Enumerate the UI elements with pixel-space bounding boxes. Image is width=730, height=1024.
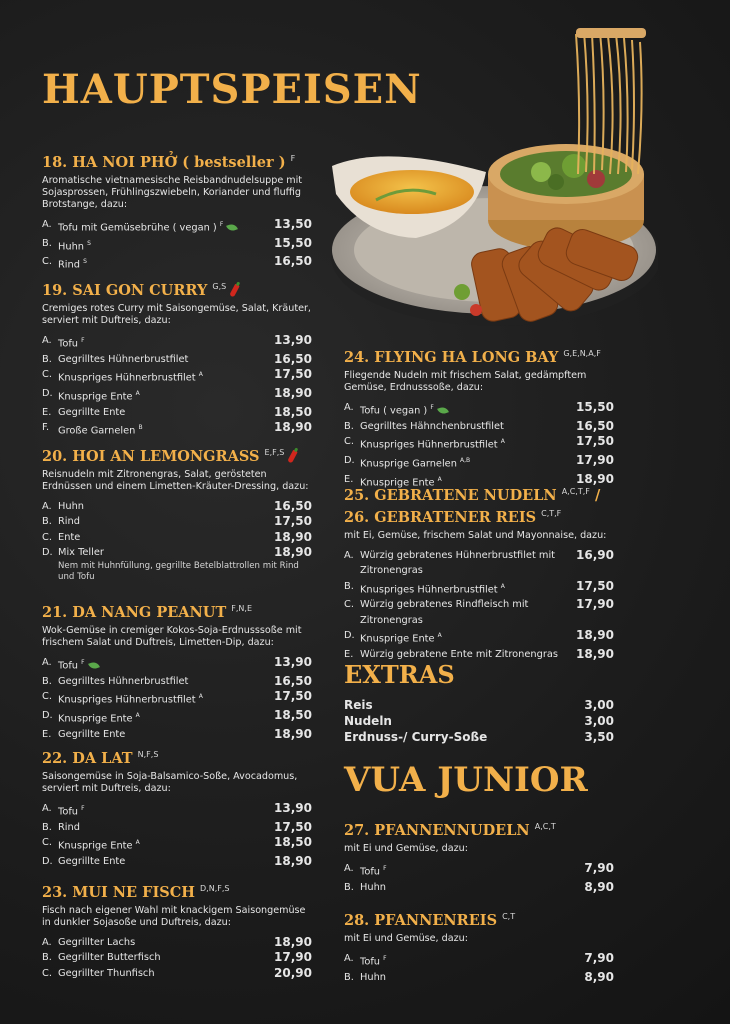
option-price: 13,50: [274, 216, 312, 231]
dish-description: Saisongemüse in Soja-Balsamico-Soße, Avocadomus, serviert mit Duftreis, dazu:: [42, 770, 298, 794]
option-name: Gegrilltes Hühnerbrustfilet: [58, 675, 189, 687]
option-list: [42, 499, 312, 583]
allergen-codes: A: [135, 389, 140, 397]
allergen-codes: A,C,T,F: [561, 487, 590, 496]
option-row: [344, 647, 614, 663]
option-letter: B.: [42, 237, 52, 249]
option-row: [344, 453, 614, 472]
option-name: Huhn $^S$: [58, 239, 91, 252]
option-price: 15,50: [274, 235, 312, 250]
dish-section: [344, 818, 614, 895]
option-letter: E.: [344, 473, 354, 485]
option-name: Tofu $^F$: [58, 336, 85, 350]
option-row: [42, 333, 312, 352]
allergen-codes: A: [437, 632, 442, 640]
option-list: [42, 935, 312, 982]
option-row: [42, 499, 312, 515]
option-name: Würzig gebratenes Rindfleisch mit Zitronengras: [360, 599, 529, 626]
dish-section: [344, 345, 614, 490]
chili-icon: [288, 450, 299, 464]
option-price: 18,90: [274, 545, 312, 560]
option-letter: B.: [344, 971, 354, 983]
option-price: 16,50: [274, 673, 312, 688]
option-letter: A.: [42, 802, 52, 814]
allergen-codes: F: [383, 954, 387, 962]
option-price: 13,90: [274, 654, 312, 669]
option-row: [42, 254, 312, 273]
option-price: 7,90: [584, 860, 614, 875]
option-price: 17,90: [274, 950, 312, 965]
vegan-leaf-icon: [437, 405, 449, 415]
option-name: Knusprige Ente $^A$: [360, 632, 442, 645]
option-name: Gegrillte Ente: [58, 855, 126, 867]
dish-title: 21. DA NANG PEANUT $^{F,N,E}$: [42, 603, 253, 621]
option-row: [42, 674, 312, 690]
option-price: 16,50: [274, 498, 312, 513]
option-name: Knusprige Ente $^A$: [58, 711, 140, 725]
option-price: 18,90: [274, 853, 312, 868]
dish-title: 18. HA NOI PHỞ ( bestseller ) $^F$: [42, 153, 296, 171]
option-name: Huhn: [360, 881, 386, 893]
option-letter: E.: [42, 728, 52, 740]
option-name: Tofu mit Gemüsebrühe ( vegan ) $^F$: [58, 217, 272, 236]
option-letter: B.: [42, 516, 52, 528]
option-row: [42, 708, 312, 727]
option-letter: A.: [42, 334, 52, 346]
option-letter: B.: [344, 420, 354, 432]
option-row: [344, 628, 614, 647]
option-price: 16,50: [274, 351, 312, 366]
allergen-codes: A: [135, 711, 140, 719]
option-price: 15,50: [576, 399, 614, 414]
option-letter: E.: [344, 649, 354, 661]
dish-description: mit Ei, Gemüse, frischem Salat und Mayonnaise, dazu:: [344, 529, 607, 541]
option-list: [42, 655, 312, 742]
option-name: Mix Teller: [58, 547, 104, 559]
allergen-codes: A: [500, 438, 505, 446]
allergen-codes: A: [198, 693, 203, 701]
option-price: 18,90: [576, 628, 614, 643]
dish-description: Aromatische vietnamesische Reisbandnudelsuppe mit Sojasprossen, Frühlingszwiebeln, Koriander und fluffig Brotstange, dazu:: [42, 174, 303, 210]
allergen-codes: D,N,F,S: [200, 884, 230, 893]
option-letter: A.: [42, 500, 52, 512]
option-row: [344, 434, 614, 453]
option-name: Knuspriges Hühnerbrustfilet $^A$: [360, 582, 505, 595]
extras-list: [344, 697, 614, 745]
option-row: [344, 400, 614, 419]
option-row: [42, 689, 312, 708]
option-letter: B.: [344, 580, 354, 592]
option-name: Große Garnelen $^B$: [58, 424, 143, 437]
allergen-codes: A: [437, 475, 442, 483]
allergen-codes: A: [135, 839, 140, 847]
allergen-codes: F: [81, 804, 85, 812]
option-letter: C.: [42, 691, 52, 703]
dish-section: [42, 150, 312, 273]
option-letter: B.: [42, 952, 52, 964]
option-row: [42, 217, 312, 236]
option-letter: F.: [42, 422, 50, 434]
allergen-codes: A,B: [460, 456, 471, 464]
option-name: Tofu $^F$: [360, 864, 387, 878]
option-name: Knuspriges Hühnerbrustfilet $^A$: [360, 438, 505, 451]
option-name: Rind: [58, 516, 80, 528]
option-name: Würzig gebratenes Hühnerbrustfilet mit Zitronengras: [360, 549, 556, 577]
dish-section: [42, 880, 312, 981]
option-name: Knuspriges Hühnerbrustfilet $^A$: [58, 693, 203, 706]
extras-row: Reis 3,00: [344, 698, 614, 712]
option-letter: C.: [42, 967, 52, 979]
allergen-codes: S: [83, 258, 87, 266]
option-row: [42, 530, 312, 546]
option-letter: D.: [344, 454, 355, 466]
option-price: 13,90: [274, 332, 312, 347]
allergen-codes: A: [500, 582, 505, 590]
option-letter: A.: [344, 549, 354, 561]
vegan-leaf-icon: [226, 222, 238, 232]
dish-section: [42, 600, 312, 742]
dish-description: Fliegende Nudeln mit frischem Salat, gedämpftem Gemüse, Erdnusssoße, dazu:: [344, 369, 587, 393]
option-price: 16,50: [576, 418, 614, 433]
option-price: 18,50: [274, 835, 312, 850]
option-letter: E.: [42, 406, 52, 418]
option-name: Gegrillter Butterfisch: [58, 952, 161, 964]
allergen-codes: A,C,T: [534, 822, 556, 831]
option-price: 17,50: [274, 819, 312, 834]
allergen-codes: G,E,N,A,F: [563, 349, 601, 358]
option-letter: C.: [42, 256, 52, 268]
option-name: Huhn: [360, 971, 386, 983]
option-letter: C.: [344, 599, 354, 611]
allergen-codes: B: [138, 424, 143, 432]
option-name: Gegrillte Ente: [58, 406, 126, 418]
allergen-codes: F,N,E: [231, 604, 253, 613]
option-row: [42, 727, 312, 743]
option-name: Huhn: [58, 500, 84, 512]
option-price: 17,50: [576, 434, 614, 449]
chili-icon: [229, 284, 240, 298]
option-letter: C.: [42, 837, 52, 849]
option-row: [42, 420, 312, 439]
option-price: 18,50: [274, 404, 312, 419]
dish-description: Wok-Gemüse in cremiger Kokos-Soja-Erdnusssoße mit frischem Salat und Duftreis, Limetten-Dip, dazu:: [42, 624, 302, 648]
option-letter: B.: [42, 675, 52, 687]
allergen-codes: C,T,F: [541, 508, 562, 518]
dish-section: [344, 908, 614, 985]
option-letter: D.: [42, 855, 53, 867]
option-name: Tofu $^F$: [360, 954, 387, 968]
allergen-codes: F: [430, 403, 434, 411]
option-price: 16,50: [274, 254, 312, 269]
option-name: Gegrillte Ente: [58, 728, 126, 740]
option-price: 18,90: [274, 726, 312, 741]
option-price: 7,90: [584, 950, 614, 965]
dish-title: 25. GEBRATENE NUDELN $^{A,C,T,F}$ /: [344, 486, 601, 504]
option-letter: D.: [42, 709, 53, 721]
option-row: [344, 861, 614, 880]
option-row: [42, 950, 312, 966]
option-list: [344, 548, 614, 663]
option-letter: D.: [42, 547, 53, 559]
option-row: [42, 386, 312, 405]
dish-section: [344, 483, 614, 663]
option-name: Tofu ( vegan ) $^F$: [360, 400, 574, 419]
option-letter: B.: [42, 353, 52, 365]
dish-title: 24. FLYING HA LONG BAY $^{G,E,N,A,F}$: [344, 348, 601, 366]
option-letter: A.: [42, 656, 52, 668]
option-row: [344, 579, 614, 598]
option-row: [42, 352, 312, 368]
option-letter: C.: [344, 436, 354, 448]
option-row: [42, 655, 312, 674]
option-name: Ente: [58, 531, 81, 543]
allergen-codes: N,F,S: [137, 750, 159, 759]
option-letter: D.: [344, 630, 355, 642]
option-list: [42, 801, 312, 870]
option-price: 18,90: [274, 934, 312, 949]
option-row: [42, 966, 312, 982]
option-list: [42, 333, 312, 439]
option-price: 18,50: [274, 707, 312, 722]
allergen-codes: F: [81, 658, 85, 666]
option-price: 17,90: [576, 597, 614, 612]
option-name: Tofu $^F$: [58, 655, 272, 674]
option-letter: A.: [344, 401, 354, 413]
dish-title: 20. HOI AN LEMONGRASS $^{E,F,S}$: [42, 444, 312, 466]
dish-title: 19. SAI GON CURRY $^{G,S}$: [42, 278, 312, 300]
option-name: Tofu $^F$: [58, 804, 85, 818]
option-letter: B.: [344, 881, 354, 893]
option-price: 17,90: [576, 452, 614, 467]
option-name: Rind: [58, 821, 80, 833]
dish-description: mit Ei und Gemüse, dazu:: [344, 842, 468, 854]
option-price: 18,90: [576, 471, 614, 486]
dish-description: Cremiges rotes Curry mit Saisongemüse, Salat, Kräuter, serviert mit Duftreis, dazu:: [42, 302, 311, 326]
option-letter: C.: [42, 531, 52, 543]
option-letter: C.: [42, 369, 52, 381]
option-price: 18,90: [274, 529, 312, 544]
dish-title: 28. PFANNENREIS $^{C,T}$: [344, 911, 516, 929]
option-row: [42, 935, 312, 951]
dish-section: [42, 746, 312, 869]
junior-title: VUA JUNIOR: [344, 760, 588, 800]
option-row: [344, 880, 614, 896]
dish-photo: [326, 24, 658, 336]
option-price: 8,90: [584, 969, 614, 984]
option-name: Gegrillter Lachs: [58, 936, 136, 948]
option-price: 13,90: [274, 800, 312, 815]
option-price: 17,50: [274, 514, 312, 529]
option-name: Rind $^S$: [58, 258, 87, 271]
option-price: 17,50: [274, 367, 312, 382]
option-list: [344, 400, 614, 491]
option-row: [344, 597, 614, 628]
allergen-codes: G,S: [212, 282, 227, 291]
page-title: HAUPTSPEISEN: [42, 66, 422, 113]
option-row: [344, 548, 614, 579]
option-letter: B.: [42, 821, 52, 833]
option-row: [42, 367, 312, 386]
option-letter: A.: [42, 936, 52, 948]
option-name: Knusprige Ente $^A$: [360, 475, 442, 488]
option-row: [42, 405, 312, 421]
allergen-codes: F: [81, 336, 85, 344]
allergen-codes: A: [198, 371, 203, 379]
option-price: 18,90: [274, 420, 312, 435]
option-price: 20,90: [274, 965, 312, 980]
option-row: [344, 951, 614, 970]
option-price: 18,90: [576, 647, 614, 662]
dish-description: mit Ei und Gemüse, dazu:: [344, 932, 468, 944]
allergen-codes: F: [290, 154, 296, 163]
extras-row: Erdnuss-/ Curry-Soße 3,50: [344, 730, 614, 744]
option-name: Gegrillter Thunfisch: [58, 967, 155, 979]
option-price: 17,50: [576, 578, 614, 593]
option-name: Knuspriges Hühnerbrustfilet $^A$: [58, 371, 203, 384]
option-name: Gegrilltes Hähnchenbrustfilet: [360, 420, 504, 432]
option-name: Würzig gebratene Ente mit Zitronengras: [360, 649, 558, 661]
option-note: Nem mit Huhnfüllung, gegrillte Betelblattrollen mit Rind und Tofu: [58, 560, 299, 582]
option-row: [42, 801, 312, 820]
option-name: Gegrilltes Hühnerbrustfilet: [58, 353, 189, 365]
option-list: [42, 217, 312, 273]
dish-title: 23. MUI NE FISCH $^{D,N,F,S}$: [42, 883, 230, 901]
dish-title: 27. PFANNENNUDELN $^{A,C,T}$: [344, 821, 556, 839]
option-row: [42, 835, 312, 854]
allergen-codes: S: [87, 239, 91, 247]
option-name: Knusprige Ente $^A$: [58, 389, 140, 403]
extras-title: EXTRAS: [344, 660, 455, 689]
option-row: [344, 419, 614, 435]
option-letter: A.: [42, 218, 52, 230]
option-price: 18,90: [274, 385, 312, 400]
option-row: [42, 854, 312, 870]
option-letter: A.: [344, 952, 354, 964]
option-row: [42, 545, 312, 561]
extras-row: Nudeln 3,00: [344, 714, 614, 728]
option-list: [344, 951, 614, 985]
dish-description: Fisch nach eigener Wahl mit knackigem Saisongemüse in dunkler Sojasoße und Duftreis, dazu:: [42, 904, 306, 928]
dish-description: Reisnudeln mit Zitronengras, Salat, gerösteten Erdnüssen und einem Limetten-Kräuter-Dressing, dazu:: [42, 468, 309, 492]
option-letter: A.: [344, 862, 354, 874]
option-row: [42, 236, 312, 255]
allergen-codes: F: [383, 864, 387, 872]
option-row: [344, 970, 614, 986]
option-price: 8,90: [584, 879, 614, 894]
dish-section: [42, 444, 312, 583]
dish-title: 26. GEBRATENER REIS $^{C,T,F}$: [344, 508, 562, 526]
option-list: [344, 861, 614, 895]
option-name: Knusprige Garnelen $^{A,B}$: [360, 456, 471, 470]
option-price: 16,90: [576, 547, 614, 562]
dish-section: [42, 278, 312, 439]
option-row: [42, 514, 312, 530]
allergen-codes: F: [219, 220, 224, 228]
vegan-leaf-icon: [88, 660, 100, 670]
option-name: Knusprige Ente $^A$: [58, 839, 140, 852]
allergen-codes: C,T: [502, 912, 516, 921]
option-price: 17,50: [274, 689, 312, 704]
option-letter: D.: [42, 387, 53, 399]
allergen-codes: E,F,S: [264, 448, 285, 457]
dish-title: 22. DA LAT $^{N,F,S}$: [42, 749, 159, 767]
option-row: [42, 820, 312, 836]
